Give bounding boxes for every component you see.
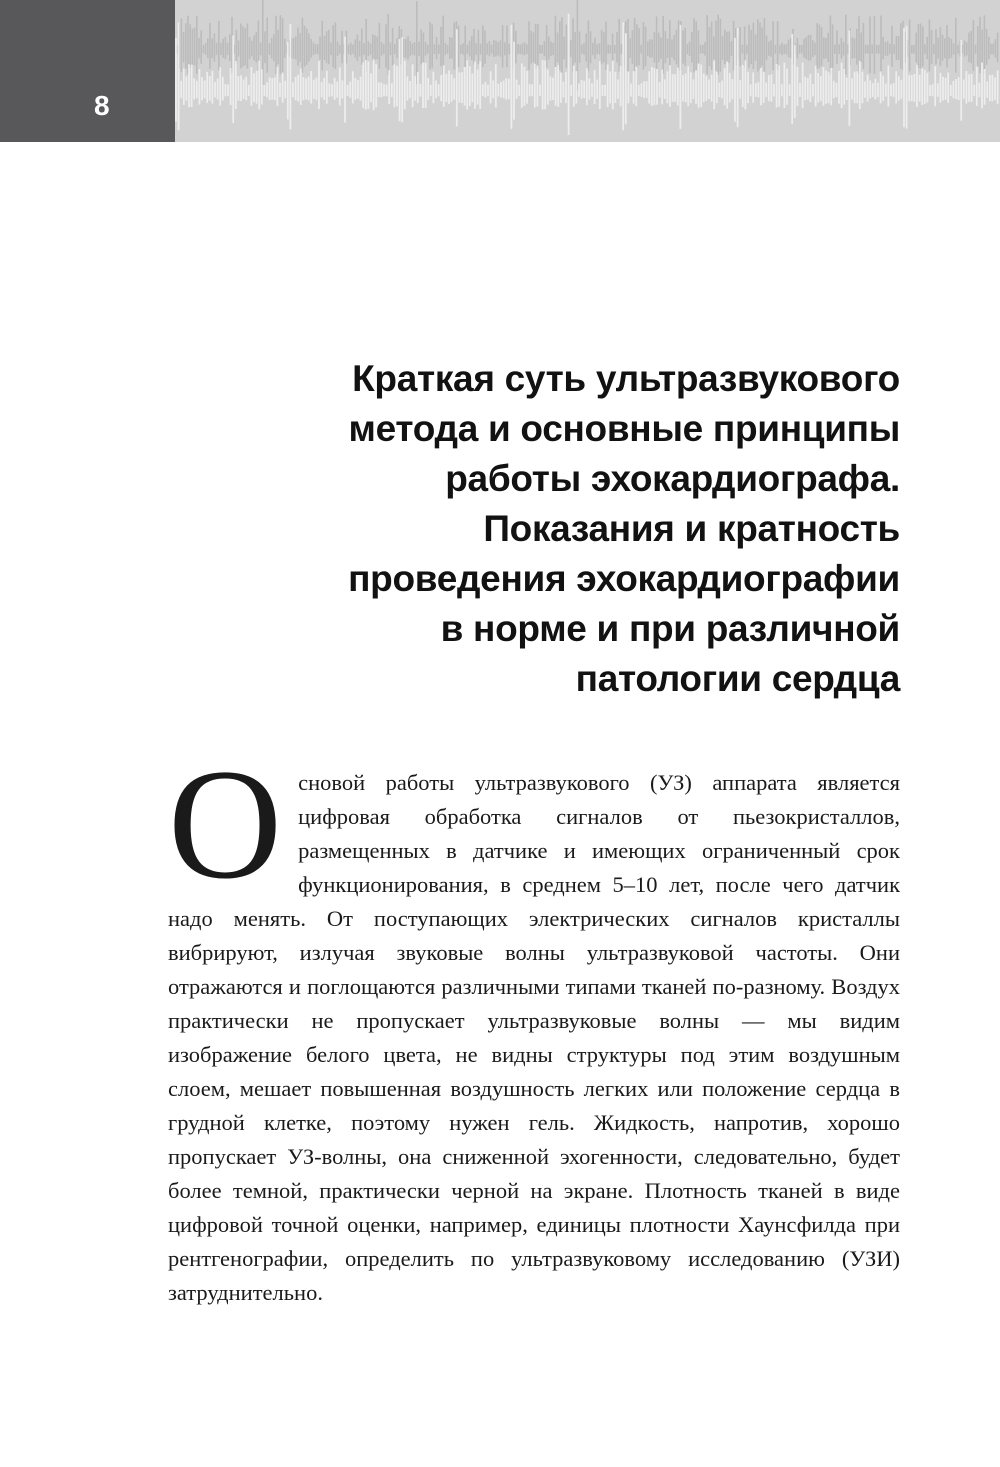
chapter-title	[168, 354, 900, 704]
body-text: сновой работы ультразвукового (УЗ) аппарата является цифровая обработка сигналов от пьезокристаллов, размещенных в датчике и имеющих ограниченный срок функционирования, в среднем 5–10 лет, после чего датчик надо менять. От поступающих электрических сигналов кристаллы вибрируют, излучая звуковые волны ультразвуковой частоты. Они отражаются и поглощаются различными типами тканей по-разному. Воздух практически не пропускает ультразвуковые волны — мы видим изображение белого цвета, не видны структуры под этим воздушным слоем, мешает повышенная воздушность легких или положение сердца в грудной клетке, поэтому нужен гель. Жидкость, напротив, хорошо пропускает УЗ-волны, она сниженной эхогенности, следовательно, будет более темной, практически черной на экране. Плотность тканей в виде цифровой точной оценки, например, единицы плотности Хаунсфилда при рентгенографии, определить по ультразвуковому исследованию (УЗИ) затруднительно.	[168, 770, 900, 1305]
page-number-block	[0, 0, 175, 142]
chapter-title-line: Показания и кратность	[483, 508, 900, 549]
chapter-title-line: работы эхокардиографа.	[445, 458, 900, 499]
chapter-title-line: патологии сердца	[575, 658, 900, 699]
page-header	[0, 0, 1000, 142]
body-paragraph	[168, 737, 900, 1310]
chapter-title-line: в норме и при различной	[440, 608, 900, 649]
ecg-waveform-image	[175, 0, 1000, 142]
page-number: 8	[94, 90, 110, 121]
chapter-title-line: проведения эхокардиографии	[348, 558, 900, 599]
chapter-title-line: метода и основные принципы	[348, 408, 900, 449]
header-waveform-band	[175, 0, 1000, 142]
chapter-title-line: Краткая суть ультразвукового	[352, 358, 900, 399]
drop-cap: О	[168, 737, 283, 912]
